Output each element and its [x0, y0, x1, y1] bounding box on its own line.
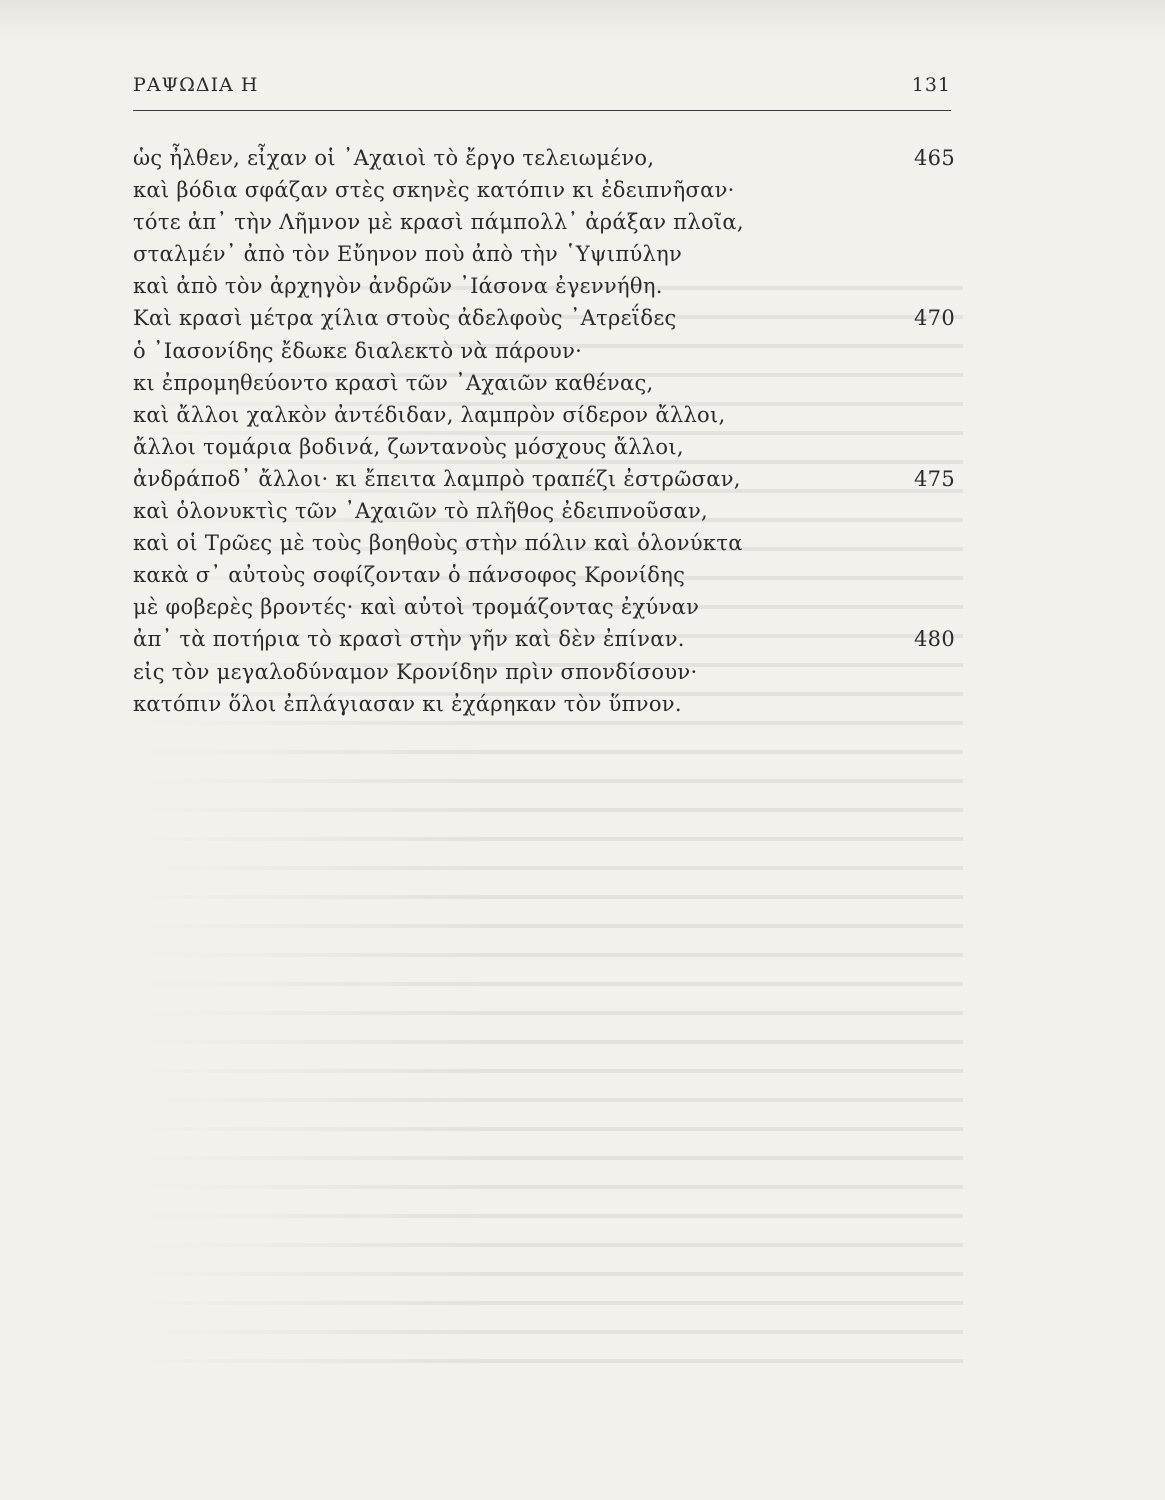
header-rule — [133, 110, 951, 111]
page-edge-shadow — [0, 0, 1165, 40]
running-title: ΡΑΨΩΔΙΑ Η — [133, 74, 259, 96]
page-number: 131 — [911, 74, 951, 96]
verse-line — [133, 656, 955, 688]
verse-line — [133, 688, 955, 720]
verse-text: σταλμέν᾿ ἀπὸ τὸν Εὔηνον ποὺ ἀπὸ τὴν ῾Υψιπύλην — [133, 242, 683, 267]
line-number: 465 — [914, 146, 955, 170]
verse-text: ὡς ἦλθεν, εἶχαν οἱ ᾿Αχαιοὶ τὸ ἔργο τελειωμένο, — [133, 146, 655, 170]
line-number: 480 — [914, 627, 955, 652]
verse-text: ἀπ᾿ τὰ ποτήρια τὸ κρασὶ στὴν γῆν καὶ δὲν ἐπίναν. — [133, 627, 685, 652]
verse-text: μὲ φοβερὲς βροντές· καὶ αὐτοὶ τρομάζοντας ἐχύναν — [133, 595, 700, 620]
verse-line — [133, 270, 955, 302]
verse-line — [133, 559, 955, 591]
verse-line — [133, 206, 955, 238]
verse-text: καὶ ἄλλοι χαλκὸν ἀντέδιδαν, λαμπρὸν σίδερον ἄλλοι, — [133, 402, 726, 427]
verse-text: κατόπιν ὅλοι ἐπλάγιασαν κι ἐχάρηκαν τὸν ὕπνον. — [133, 691, 682, 716]
verse-line — [133, 527, 955, 559]
verse-line — [133, 302, 955, 334]
line-number: 475 — [914, 466, 955, 491]
verse-text: ἄλλοι τομάρια βοδινά, ζωντανοὺς μόσχους ἄλλοι, — [133, 434, 684, 459]
verse-line — [133, 142, 955, 174]
line-number: 470 — [914, 306, 955, 331]
verse-text: καὶ οἱ Τρῶες μὲ τοὺς βοηθοὺς στὴν πόλιν καὶ ὁλονύκτα — [133, 531, 743, 556]
verse-line — [133, 623, 955, 655]
verse-text: καὶ ἀπὸ τὸν ἀρχηγὸν ἀνδρῶν ᾿Ιάσονα ἐγεννήθη. — [133, 274, 663, 299]
verse-text: ὁ ᾿Ιασονίδης ἔδωκε διαλεκτὸ νὰ πάρουν· — [133, 338, 583, 363]
verse-line — [133, 495, 955, 527]
verse-text: Καὶ κρασὶ μέτρα χίλια στοὺς ἀδελφοὺς ᾿Ατρεΐδες — [133, 306, 677, 331]
verse-line — [133, 591, 955, 623]
verse-line — [133, 238, 955, 270]
verse-text: τότε ἀπ᾿ τὴν Λῆμνον μὲ κρασὶ πάμπολλ᾿ ἀράξαν πλοῖα, — [133, 210, 744, 235]
verse-line — [133, 399, 955, 431]
verse-line — [133, 335, 955, 367]
verse-line — [133, 174, 955, 206]
verse-text: εἰς τὸν μεγαλοδύναμον Κρονίδην πρὶν σπονδίσουν· — [133, 659, 698, 684]
verse-text: καὶ ὁλονυκτὶς τῶν ᾿Αχαιῶν τὸ πλῆθος ἐδειπνοῦσαν, — [133, 499, 709, 524]
verse-line — [133, 367, 955, 399]
verse-block — [133, 142, 955, 720]
verse-text: καὶ βόδια σφάζαν στὲς σκηνὲς κατόπιν κι ἐδειπνῆσαν· — [133, 178, 735, 203]
verse-text: ἀνδράποδ᾿ ἄλλοι· κι ἔπειτα λαμπρὸ τραπέζι ἐστρῶσαν, — [133, 466, 741, 491]
verse-line — [133, 431, 955, 463]
verse-text: κακὰ σ᾿ αὐτοὺς σοφίζονταν ὁ πάνσοφος Κρονίδης — [133, 563, 686, 588]
verse-line — [133, 463, 955, 495]
verse-text: κι ἐπρομηθεύοντο κρασὶ τῶν ᾿Αχαιῶν καθένας, — [133, 370, 654, 395]
running-head — [133, 74, 951, 102]
